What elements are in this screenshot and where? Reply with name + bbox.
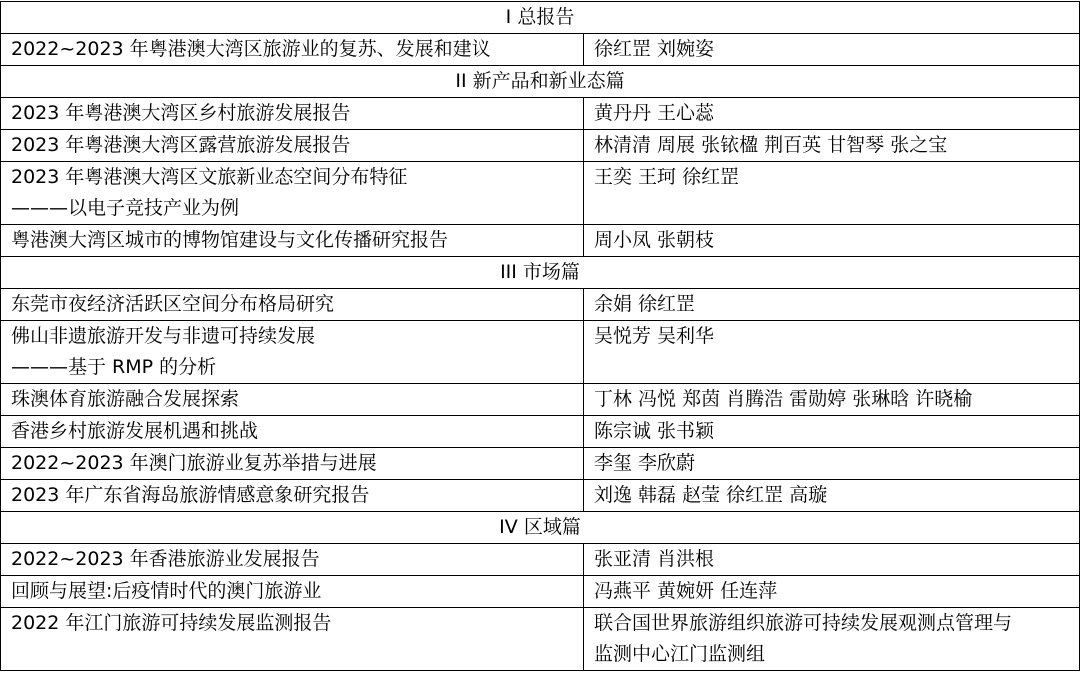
section-header-row: [1, 2, 1080, 34]
report-title-cell: [1, 384, 584, 416]
authors-line: 周小凤 张朝枝: [594, 229, 715, 251]
section-heading: I 总报告: [1, 2, 1080, 34]
authors-line: 联合国世界旅游组织旅游可持续发展观测点管理与: [594, 612, 1013, 634]
authors-line: 监测中心江门监测组: [594, 643, 766, 665]
table-row: [1, 448, 1080, 480]
authors-line: 张亚清 肖洪根: [594, 548, 715, 570]
authors-line: 吴悦芳 吴利华: [594, 325, 715, 347]
table-row: [1, 225, 1080, 257]
report-title-cell: [1, 162, 584, 225]
report-title-line: 2023 年粤港澳大湾区露营旅游发展报告: [11, 134, 351, 156]
authors-cell: [584, 576, 1080, 608]
table-row: [1, 480, 1080, 512]
report-title-line: 2022~2023 年粤港澳大湾区旅游业的复苏、发展和建议: [11, 38, 491, 60]
report-title-line: 2023 年粤港澳大湾区文旅新业态空间分布特征: [11, 166, 408, 188]
authors-line: 王奕 王珂 徐红罡: [594, 166, 740, 188]
table-row: [1, 321, 1080, 384]
table-row: [1, 34, 1080, 66]
authors-cell: [584, 544, 1080, 576]
report-title-line: 2023 年粤港澳大湾区乡村旅游发展报告: [11, 102, 351, 124]
authors-cell: [584, 416, 1080, 448]
authors-line: 冯燕平 黄婉妍 任连萍: [594, 580, 778, 602]
authors-cell: [584, 130, 1080, 162]
authors-line: 林清清 周展 张铱楹 荆百英 甘智琴 张之宝: [594, 134, 948, 156]
section-heading: III 市场篇: [1, 257, 1080, 289]
section-heading: IV 区域篇: [1, 512, 1080, 544]
report-title-cell: [1, 608, 584, 671]
authors-line: 丁林 冯悦 郑茵 肖腾浩 雷勋婷 张琳晗 许晓榆: [594, 388, 973, 410]
table-row: [1, 98, 1080, 130]
table-row: [1, 576, 1080, 608]
table-row: [1, 544, 1080, 576]
authors-line: 徐红罡 刘婉姿: [594, 38, 715, 60]
report-title-line: 2022~2023 年澳门旅游业复苏举措与进展: [11, 452, 377, 474]
table-row: [1, 608, 1080, 671]
authors-cell: [584, 608, 1080, 671]
contents-table: [0, 1, 1080, 671]
authors-line: 余娟 徐红罡: [594, 293, 696, 315]
table-row: [1, 384, 1080, 416]
section-header-row: [1, 66, 1080, 98]
report-title-line: 东莞市夜经济活跃区空间分布格局研究: [11, 293, 335, 315]
authors-cell: [584, 225, 1080, 257]
authors-cell: [584, 321, 1080, 384]
authors-cell: [584, 480, 1080, 512]
report-title-cell: [1, 480, 584, 512]
report-title-line: 回顾与展望:后疫情时代的澳门旅游业: [11, 580, 322, 602]
report-title-cell: [1, 34, 584, 66]
authors-cell: [584, 162, 1080, 225]
report-title-cell: [1, 225, 584, 257]
report-title-cell: [1, 448, 584, 480]
authors-cell: [584, 98, 1080, 130]
table-row: [1, 130, 1080, 162]
authors-cell: [584, 289, 1080, 321]
report-title-cell: [1, 321, 584, 384]
report-title-cell: [1, 576, 584, 608]
report-title-line: ———以电子竞技产业为例: [11, 197, 240, 219]
table-row: [1, 416, 1080, 448]
authors-cell: [584, 448, 1080, 480]
report-title-cell: [1, 416, 584, 448]
authors-line: 李玺 李欣蔚: [594, 452, 696, 474]
report-title-line: 香港乡村旅游发展机遇和挑战: [11, 420, 259, 442]
report-title-line: ———基于 RMP 的分析: [11, 356, 217, 378]
report-title-cell: [1, 98, 584, 130]
authors-line: 陈宗诚 张书颖: [594, 420, 715, 442]
section-header-row: [1, 257, 1080, 289]
section-header-row: [1, 512, 1080, 544]
report-title-line: 粤港澳大湾区城市的博物馆建设与文化传播研究报告: [11, 229, 449, 251]
report-title-line: 2023 年广东省海岛旅游情感意象研究报告: [11, 484, 370, 506]
report-title-cell: [1, 544, 584, 576]
authors-cell: [584, 384, 1080, 416]
report-title-line: 2022~2023 年香港旅游业发展报告: [11, 548, 320, 570]
section-heading: II 新产品和新业态篇: [1, 66, 1080, 98]
report-title-line: 珠澳体育旅游融合发展探索: [11, 388, 240, 410]
report-title-line: 佛山非遗旅游开发与非遗可持续发展: [11, 325, 316, 347]
report-title-cell: [1, 130, 584, 162]
report-title-line: 2022 年江门旅游可持续发展监测报告: [11, 612, 332, 634]
report-title-cell: [1, 289, 584, 321]
table-row: [1, 289, 1080, 321]
authors-line: 黄丹丹 王心蕊: [594, 102, 715, 124]
authors-cell: [584, 34, 1080, 66]
table-row: [1, 162, 1080, 225]
authors-line: 刘逸 韩磊 赵莹 徐红罡 高璇: [594, 484, 828, 506]
